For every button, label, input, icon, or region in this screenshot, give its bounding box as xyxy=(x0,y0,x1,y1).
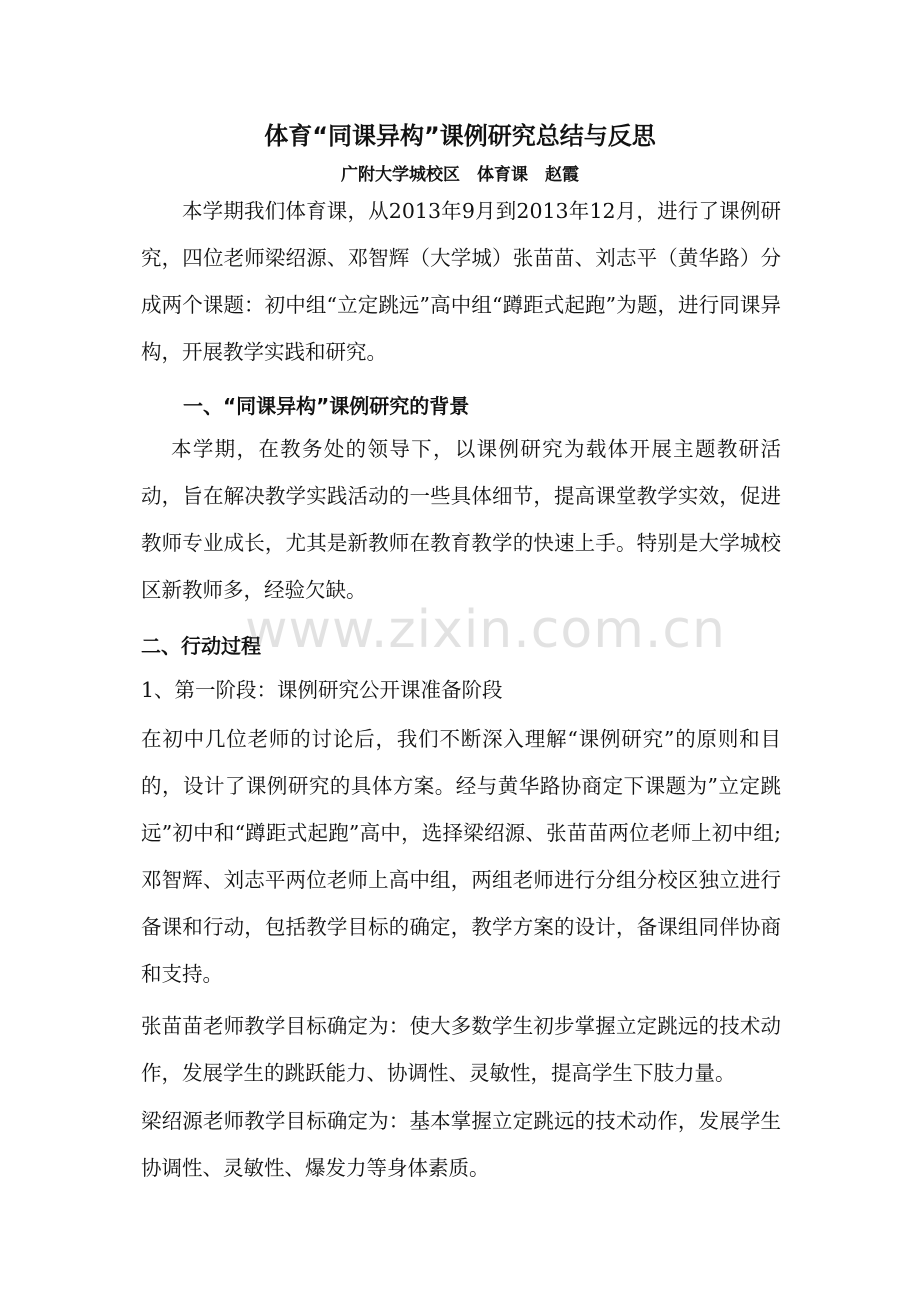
document-title: 体育“同课异构”课例研究总结与反思 xyxy=(264,122,656,150)
section1-paragraph: 本学期，在教务处的领导下，以课例研究为载体开展主题教研活动，旨在解决教学实践活动的一些具体细节，提高课堂教学实效，促进教师专业成长，尤其是新教师在教育教学的快速上手。特别是大学城校区新教师多，经验欠缺。 xyxy=(141,437,781,602)
document-byline: 广附大学城校区 体育课 赵霞 xyxy=(341,165,579,185)
intro-paragraph: 本学期我们体育课，从2013年9月到2013年12月，进行了课例研究，四位老师梁绍源、邓智辉（大学城）张苗苗、刘志平（黄华路）分成两个课题：初中组“立定跳远”高中组“蹲距式起跑”为题，进行同课异构，开展教学实践和研究。 xyxy=(141,199,781,364)
watermark: www.zixin.com.cn xyxy=(245,600,726,660)
stage1-heading: 1、第一阶段：课例研究公开课准备阶段 xyxy=(141,678,503,702)
section2-heading: 二、行动过程 xyxy=(141,634,261,658)
goal-zhang-paragraph: 张苗苗老师教学目标确定为：使大多数学生初步掌握立定跳远的技术动作，发展学生的跳跃能力、协调性、灵敏性，提高学生下肢力量。 xyxy=(141,1014,781,1085)
goal-liang-paragraph: 梁绍源老师教学目标确定为：基本掌握立定跳远的技术动作，发展学生协调性、灵敏性、爆发力等身体素质。 xyxy=(141,1109,781,1180)
section1-heading: 一、“同课异构”课例研究的背景 xyxy=(183,394,470,418)
stage1-paragraph: 在初中几位老师的讨论后，我们不断深入理解“课例研究”的原则和目的，设计了课例研究的具体方案。经与黄华路协商定下课题为”立定跳远”初中和“蹲距式起跑”高中，选择梁绍源、张苗苗两位老师上初中组;邓智辉、刘志平两位老师上高中组，两组老师进行分组分校区独立进行备课和行动，包括教学目标的确定，教学方案的设计，备课组同伴协商和支持。 xyxy=(141,727,781,986)
